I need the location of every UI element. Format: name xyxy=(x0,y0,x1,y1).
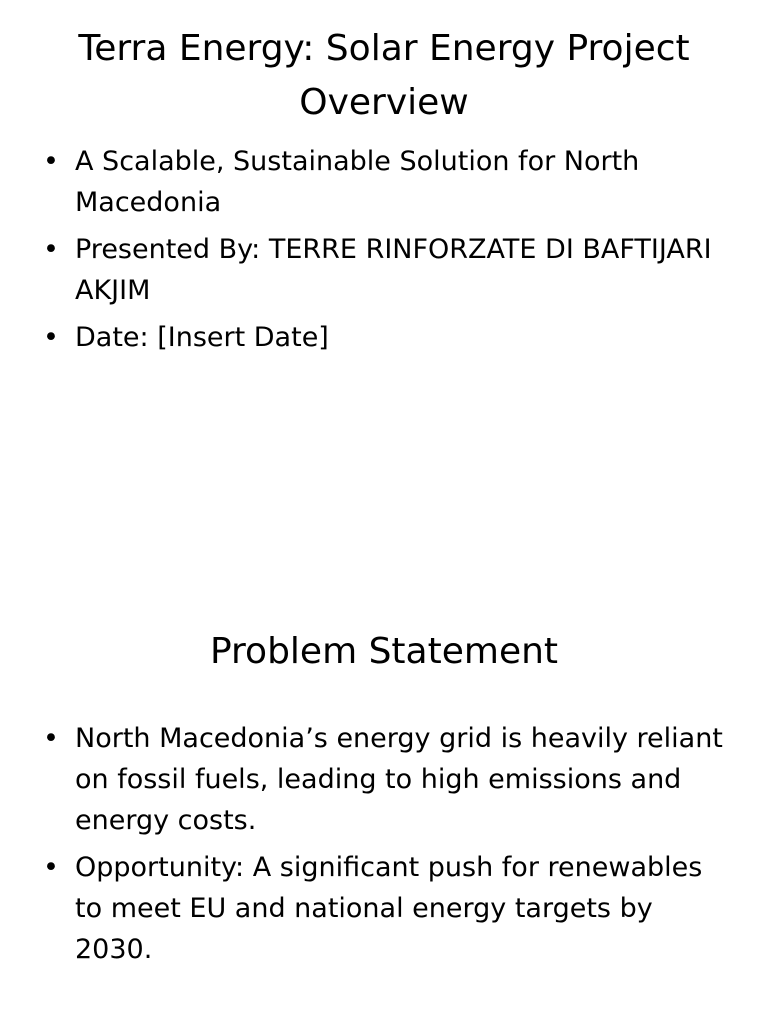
bullet-item xyxy=(0,317,730,358)
bullet-list xyxy=(0,718,730,976)
bullet-item xyxy=(0,229,730,311)
bullet-icon: • xyxy=(43,322,59,353)
bullet-list xyxy=(0,141,730,364)
bullet-text: North Macedonia’s energy grid is heavily reliant on fossil fuels, leading to high emissions and energy costs. xyxy=(75,723,723,836)
bullet-text: Opportunity: A significant push for renewables to meet EU and national energy targets by 2030. xyxy=(75,852,703,965)
bullet-item xyxy=(0,847,730,970)
bullet-icon: • xyxy=(43,146,59,177)
bullet-text: A Scalable, Sustainable Solution for North Macedonia xyxy=(75,146,640,218)
bullet-icon: • xyxy=(43,234,59,265)
bullet-icon: • xyxy=(43,852,59,883)
bullet-icon: • xyxy=(43,723,59,754)
bullet-item xyxy=(0,718,730,841)
slide-title: Terra Energy: Solar Energy Project Overview xyxy=(78,28,690,123)
slide-title: Problem Statement xyxy=(209,631,559,672)
bullet-text: Presented By: TERRE RINFORZATE DI BAFTIJARI AKJIM xyxy=(75,234,712,306)
bullet-text: Date: [Insert Date] xyxy=(75,322,329,353)
bullet-item xyxy=(0,141,730,223)
slide-problem-statement xyxy=(0,512,768,1024)
